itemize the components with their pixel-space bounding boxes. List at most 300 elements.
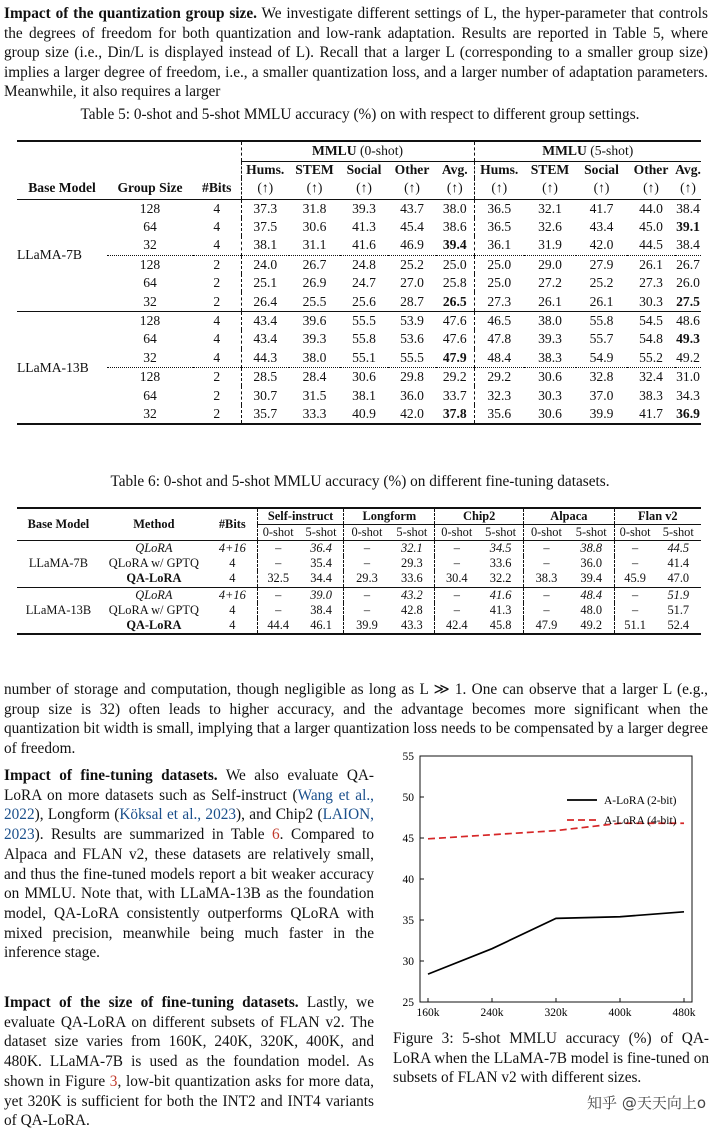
table-cell: 38.8: [580, 541, 603, 556]
table-cell: 47.6: [442, 313, 467, 329]
table-cell: 51.9: [667, 587, 690, 602]
table-row: [17, 386, 701, 404]
t6-base-model: LLaMA-7B: [28, 556, 89, 571]
table-cell: 44.4: [257, 618, 298, 634]
t5-col-header: STEM: [295, 161, 334, 177]
table-cell: 29.2: [436, 368, 474, 387]
table-cell: 29.8: [388, 368, 436, 387]
figure3-caption: Figure 3: 5-shot MMLU accuracy (%) of QA-LoRA when the LLaMA-7B model is fine-tuned on subsets of FLAN v2 with different sizes.: [393, 1030, 709, 1087]
table-cell: 32.8: [576, 368, 627, 387]
table-cell: 38.4: [676, 237, 700, 253]
table-cell: 32: [143, 293, 157, 309]
x-tick-label: 400k: [608, 1007, 632, 1019]
t5-col-header: Social: [346, 161, 382, 177]
t6-shot-header: 5-shot: [396, 525, 428, 539]
table-cell: 27.5: [676, 293, 700, 309]
table-cell: 54.9: [589, 349, 614, 365]
t5-arrow: (↑): [306, 180, 323, 196]
table5-caption: Table 5: 0-shot and 5-shot MMLU accuracy (%) on with respect to different group settings.: [80, 106, 640, 123]
table-cell: 43.4: [241, 311, 289, 330]
table-cell: 47.9: [524, 618, 569, 634]
table-cell: 32.4: [627, 368, 675, 387]
table-row: [17, 292, 701, 311]
table-cell: 27.0: [400, 275, 424, 291]
legend-label: A-LoRA (2-bit): [604, 795, 677, 807]
table-cell: 43.4: [589, 219, 614, 235]
table-cell: 25.8: [442, 275, 467, 291]
table-cell: 54.8: [639, 331, 663, 347]
t6-shot-header: 0-shot: [257, 525, 298, 541]
table-cell: 24.8: [340, 255, 388, 274]
table-cell: 41.3: [352, 219, 376, 235]
table-cell: 25.0: [474, 255, 524, 274]
table-row: [17, 349, 701, 368]
table-cell: 39.9: [589, 405, 614, 421]
table-cell: 39.4: [442, 237, 467, 253]
table-cell: 48.4: [580, 587, 603, 602]
table-cell: QLoRA w/ GPTQ: [108, 602, 199, 617]
table-cell: 4: [213, 237, 221, 253]
table-cell: 44.0: [639, 200, 663, 216]
t6-bits-header: #Bits: [218, 517, 246, 531]
table-cell: –: [524, 603, 569, 618]
table-cell: 30.6: [340, 368, 388, 387]
table-cell: 33.3: [302, 405, 327, 421]
table-cell: 38.1: [352, 387, 376, 403]
x-tick-label: 160k: [416, 1007, 440, 1019]
table-cell: 26.1: [538, 293, 562, 309]
table-cell: QLoRA: [135, 541, 173, 556]
table-cell: 35.7: [241, 405, 289, 424]
table5: [17, 140, 701, 425]
table-cell: 4: [229, 618, 236, 633]
table-cell: 38.1: [241, 236, 289, 255]
t5-base-model: LLaMA-13B: [17, 359, 89, 375]
table-cell: 36.9: [676, 405, 700, 421]
series-line-2bit: [428, 912, 684, 974]
table-cell: 4: [213, 200, 221, 216]
table-cell: 52.4: [667, 618, 690, 633]
table-cell: 24.0: [241, 255, 289, 274]
t5-arrow: (↑): [241, 178, 289, 199]
plot-frame: [420, 756, 692, 1002]
table-cell: 54.5: [639, 313, 663, 329]
table-cell: 36.4: [310, 541, 332, 556]
table-cell: –: [614, 587, 655, 603]
table-cell: 41.7: [589, 200, 614, 216]
y-tick-label: 35: [402, 915, 414, 927]
table-cell: 32.1: [538, 200, 562, 216]
table-cell: 37.0: [589, 387, 614, 403]
table-cell: 49.2: [580, 618, 603, 633]
table-cell: 37.5: [241, 218, 289, 236]
table-cell: –: [524, 556, 569, 571]
table-cell: 45.4: [400, 219, 424, 235]
legend-label: A-LoRA (4-bit): [604, 815, 677, 827]
table-cell: 25.0: [436, 255, 474, 274]
table-cell: 4: [229, 571, 236, 586]
table-cell: 55.7: [589, 331, 614, 347]
table-cell: 47.0: [667, 571, 690, 586]
table-cell: 38.3: [538, 349, 562, 365]
table-cell: 48.0: [580, 602, 603, 617]
t5-group-size-header: Group Size: [117, 180, 183, 196]
table-cell: 32: [143, 349, 157, 365]
table-cell: 36.5: [474, 199, 524, 218]
table-cell: 51.1: [614, 618, 655, 634]
table-cell: 26.1: [589, 293, 614, 309]
t5-arrow: (↑): [542, 180, 558, 196]
table-cell: 30.3: [538, 387, 562, 403]
datasets-text: . Compared to Alpaca and FLAN v2, these datasets are relatively small, and thus the fine-tuned models report a bit weaker accuracy on MMLU. Note that, with LLaMA-13B as the foundation model, QA-LoRA consistently outperforms QLoRA with mixed precision, meanwhile being much faster in the inference stage.: [4, 826, 374, 962]
table-row: [17, 218, 701, 236]
intro-body: We investigate different settings of L, the hyper-parameter that controls the degrees of freedom for both quantization and low-rank adaptation. Results are reported in Table 5, where group size (i.e., Din/L is displayed instead of L). Recall that a larger L (corresponding to a smaller group size) implies a larger degree of freedom, i.e., a smaller quantization loss, and a larger number of adaptation parameters. Meanwhile, it also requires a larger: [4, 5, 708, 101]
t5-col-header: Hums.: [474, 161, 524, 178]
t5-mmlu0-sub: (0-shot): [359, 143, 403, 159]
table-cell: 128: [139, 313, 161, 329]
table-cell: 24.7: [352, 275, 376, 291]
table-cell: –: [524, 587, 569, 603]
table-cell: 39.3: [538, 331, 562, 347]
table-row: [17, 405, 701, 424]
x-tick-label: 480k: [672, 1007, 696, 1019]
t5-col-header: Hums.: [241, 161, 289, 178]
intro-paragraph: [4, 4, 708, 102]
table-cell: 4: [213, 331, 221, 347]
table-cell: 38.6: [442, 219, 467, 235]
table-cell: QA-LoRA: [126, 571, 182, 586]
table-cell: QLoRA: [135, 587, 173, 602]
table-cell: 26.4: [241, 292, 289, 311]
table-cell: 25.0: [474, 274, 524, 292]
table-row: [17, 603, 701, 618]
table-cell: 25.6: [352, 293, 376, 309]
table-cell: 37.8: [442, 405, 467, 421]
table-cell: –: [524, 541, 569, 557]
table-ref-link[interactable]: 6: [272, 826, 280, 844]
table-cell: 38.0: [442, 200, 467, 216]
table6: [17, 507, 701, 635]
table-cell: 64: [143, 387, 157, 403]
table-cell: –: [435, 603, 478, 618]
t5-bits-header: #Bits: [202, 180, 232, 196]
table-cell: 48.4: [474, 349, 524, 368]
t5-col-header: Other: [633, 161, 669, 177]
t6-shot-header: 5-shot: [485, 525, 517, 539]
t5-col-header: Avg.: [441, 161, 468, 177]
table-cell: 55.2: [639, 349, 663, 365]
table-cell: 32.3: [474, 386, 524, 404]
y-tick-label: 30: [402, 956, 414, 968]
table-cell: 43.7: [400, 200, 424, 216]
table-cell: –: [257, 587, 298, 603]
table-cell: 26.1: [627, 255, 675, 274]
table-cell: 39.1: [676, 219, 700, 235]
table-cell: –: [435, 587, 478, 603]
y-tick-label: 45: [402, 833, 414, 845]
table-cell: 49.2: [676, 349, 700, 365]
table-cell: 53.6: [400, 331, 424, 347]
table-cell: 2: [213, 275, 221, 291]
table-cell: 33.7: [442, 387, 467, 403]
table-cell: 30.6: [302, 219, 327, 235]
table-cell: 43.3: [401, 618, 423, 633]
table-cell: 26.0: [676, 275, 700, 291]
table6-caption: Table 6: 0-shot and 5-shot MMLU accuracy (%) on different fine-tuning datasets.: [110, 473, 610, 490]
table-cell: 31.1: [302, 237, 327, 253]
table-cell: 55.1: [352, 349, 376, 365]
datasets-paragraph: [4, 766, 374, 963]
table-row: [17, 571, 701, 587]
table-cell: 44.5: [639, 237, 663, 253]
table-cell: 42.8: [401, 602, 423, 617]
table-cell: 33.6: [489, 556, 512, 571]
table-cell: 64: [143, 219, 157, 235]
datasets-text: ). Results are summarized in Table: [34, 826, 273, 844]
table-cell: 29.2: [474, 368, 524, 387]
table-cell: 128: [107, 368, 193, 387]
table-cell: 31.0: [675, 368, 701, 387]
t6-base-model: LLaMA-13B: [25, 602, 92, 617]
table-cell: –: [614, 603, 655, 618]
table-cell: 25.5: [302, 293, 327, 309]
table-row: [17, 541, 701, 557]
table-cell: 30.4: [435, 571, 478, 587]
table-cell: 31.5: [302, 387, 327, 403]
table-cell: 39.3: [352, 200, 376, 216]
table-cell: 55.5: [400, 349, 424, 365]
size-text: , low-bit quantization asks for more data, yet 320K is sufficient for both the INT2 and INT4 variants of QA-LoRA.: [4, 1072, 374, 1130]
t5-col-header: Avg.: [675, 161, 701, 177]
table-cell: 46.5: [474, 311, 524, 330]
t6-shot-header: 5-shot: [575, 525, 607, 539]
size-heading: Impact of the size of fine-tuning datasets.: [4, 994, 299, 1011]
table-cell: 64: [143, 275, 157, 291]
t5-arrow: (↑): [593, 180, 610, 196]
table-cell: 30.3: [639, 293, 663, 309]
table-cell: 39.6: [302, 313, 327, 329]
table-row: [17, 255, 701, 274]
table-cell: 64: [143, 331, 157, 347]
table-cell: 46.1: [310, 618, 332, 633]
table-cell: 128: [139, 200, 161, 216]
citation-link[interactable]: Köksal et al., 2023: [119, 806, 237, 824]
table-cell: 45.0: [639, 219, 663, 235]
table-cell: –: [435, 556, 478, 571]
t5-mmlu5-header: MMLU (5-shot): [474, 141, 701, 161]
table-cell: 128: [107, 255, 193, 274]
t6-shot-header: 0-shot: [344, 525, 389, 541]
table-cell: –: [344, 587, 389, 603]
table-row: [17, 330, 701, 348]
watermark: 知乎 @天天向上o: [587, 1094, 706, 1112]
table-cell: QLoRA w/ GPTQ: [108, 556, 199, 571]
table-cell: 55.8: [589, 313, 614, 329]
table-row: [17, 311, 701, 330]
table-cell: 45.9: [614, 571, 655, 587]
table-cell: 41.6: [352, 237, 376, 253]
t5-arrow: (↑): [356, 180, 372, 196]
citation-link[interactable]: LAION, 2023: [4, 806, 374, 844]
table-cell: 55.8: [352, 331, 376, 347]
t5-arrow: (↑): [404, 180, 420, 196]
y-tick-label: 25: [402, 997, 414, 1009]
table-cell: 30.6: [524, 368, 576, 387]
table-cell: 42.0: [400, 405, 424, 421]
continuation-paragraph: number of storage and computation, though negligible as long as L ≫ 1. One can observe that a larger L (e.g., group size is 32) often leads to higher accuracy, and the advantage becomes more significant when the quantization bit width is small, implying that a larger quantization loss needs to be compensated by a larger degree of freedom.: [4, 681, 708, 757]
t6-dataset-header: Chip2: [435, 508, 524, 525]
y-tick-label: 40: [402, 874, 414, 886]
t5-arrow: (↑): [643, 180, 659, 196]
table-cell: 32: [143, 405, 157, 421]
table-cell: 48.6: [676, 313, 700, 329]
table-cell: 31.9: [538, 237, 562, 253]
table-cell: 38.4: [676, 200, 700, 216]
table-row: [17, 368, 701, 387]
table-cell: 32.1: [401, 541, 423, 556]
table-cell: 27.3: [474, 292, 524, 311]
table-cell: 39.4: [580, 571, 603, 586]
table-cell: 29.0: [524, 255, 576, 274]
table-cell: 4: [213, 219, 221, 235]
table-cell: 2: [193, 368, 241, 387]
t6-shot-header: 5-shot: [305, 525, 337, 539]
table-cell: 32.6: [538, 219, 562, 235]
table-cell: 28.5: [241, 368, 289, 387]
table-cell: 30.6: [538, 405, 562, 421]
table-cell: –: [257, 541, 298, 557]
table-cell: 38.0: [302, 349, 327, 365]
table-cell: 44.3: [241, 349, 289, 368]
table-cell: 41.4: [667, 556, 690, 571]
table-cell: 2: [213, 405, 221, 421]
table-cell: 37.3: [241, 199, 289, 218]
table-cell: 35.4: [310, 556, 332, 571]
table-cell: 34.5: [489, 541, 512, 556]
table-cell: 25.2: [388, 255, 436, 274]
table-cell: 4: [213, 349, 221, 365]
table-cell: 38.0: [538, 313, 562, 329]
table-cell: QA-LoRA: [126, 618, 182, 633]
table-row: [17, 199, 701, 218]
table-cell: 39.3: [302, 331, 327, 347]
table-cell: 2: [213, 387, 221, 403]
table-cell: 27.2: [538, 275, 562, 291]
table-cell: 28.7: [400, 293, 424, 309]
table-cell: 43.4: [241, 330, 289, 348]
size-text: Lastly, we evaluate QA-LoRA on different subsets of FLAN v2. The dataset size varies from 160K, 240K, 320K, 400K, and 480K. LLaMA-7B is used as the foundation model. As shown in Figure: [4, 994, 374, 1090]
table-cell: 26.5: [442, 293, 467, 309]
t5-col-header: STEM: [530, 161, 570, 177]
table-cell: –: [257, 603, 298, 618]
table-cell: 36.1: [474, 236, 524, 255]
table-cell: 36.0: [580, 556, 603, 571]
x-tick-label: 320k: [544, 1007, 568, 1019]
table-cell: 41.7: [639, 405, 663, 421]
table-cell: 38.3: [524, 571, 569, 587]
t6-base-model-header: Base Model: [27, 517, 90, 531]
table-cell: 29.3: [401, 556, 423, 571]
y-tick-label: 55: [402, 751, 414, 763]
table-cell: –: [435, 541, 478, 557]
intro-heading: Impact of the quantization group size.: [4, 5, 257, 22]
table-row: [17, 236, 701, 255]
t5-base-model-header: Base Model: [28, 180, 96, 196]
t6-shot-header: 0-shot: [435, 525, 478, 541]
table-cell: 39.9: [344, 618, 389, 634]
table-cell: 33.6: [401, 571, 423, 586]
t6-dataset-header: Self-instruct: [257, 508, 344, 525]
table-cell: –: [344, 556, 389, 571]
table-cell: 4: [229, 602, 236, 617]
datasets-text: ), Longform (: [34, 806, 120, 824]
table-cell: 38.4: [310, 602, 332, 617]
table-cell: 38.3: [639, 387, 663, 403]
table-cell: 36.5: [474, 218, 524, 236]
table-cell: 34.3: [676, 387, 700, 403]
table-cell: 47.6: [442, 331, 467, 347]
t5-base-model: LLaMA-7B: [17, 247, 82, 263]
table-cell: 30.7: [241, 386, 289, 404]
t6-method-header: Method: [133, 517, 175, 531]
table-cell: –: [614, 541, 655, 557]
table-cell: 43.2: [401, 587, 423, 602]
table-cell: 47.8: [474, 330, 524, 348]
table-cell: 26.7: [289, 255, 340, 274]
figure-ref-link[interactable]: 3: [109, 1072, 118, 1090]
table-cell: 26.9: [302, 275, 327, 291]
table-row: [17, 587, 701, 603]
table-cell: 42.4: [435, 618, 478, 634]
t5-col-header: Social: [584, 161, 619, 177]
table-cell: 44.5: [667, 541, 690, 556]
table-cell: 4+16: [218, 587, 246, 602]
table-cell: 27.9: [576, 255, 627, 274]
t5-arrow: (↑): [680, 180, 696, 196]
t6-dataset-header: Longform: [344, 508, 435, 525]
table-row: [17, 618, 701, 634]
table-cell: 32.5: [257, 571, 298, 587]
table-cell: 2: [213, 293, 221, 309]
table-cell: 4: [229, 556, 236, 571]
table-cell: 49.3: [676, 331, 700, 347]
table-cell: 42.0: [589, 237, 614, 253]
table-cell: 55.5: [352, 313, 376, 329]
table-cell: 25.2: [589, 275, 614, 291]
table-cell: 29.3: [344, 571, 389, 587]
table-cell: 4: [213, 313, 221, 329]
t6-shot-header: 5-shot: [662, 525, 694, 539]
table-cell: 46.9: [400, 237, 424, 253]
table-cell: 34.4: [310, 571, 332, 586]
datasets-text: We also evaluate QA-LoRA on more datasets such as Self-instruct (: [4, 767, 375, 804]
datasets-text: ), and Chip2 (: [236, 806, 323, 824]
citation-link[interactable]: Wang et al., 2022: [4, 786, 374, 824]
t6-dataset-header: Alpaca: [524, 508, 615, 525]
table-cell: 35.6: [474, 405, 524, 424]
figure3-chart: [388, 748, 704, 1024]
table-cell: –: [344, 541, 389, 557]
table-cell: 25.1: [241, 274, 289, 292]
y-tick-label: 50: [402, 792, 414, 804]
table-cell: 53.9: [400, 313, 424, 329]
table-cell: 45.8: [489, 618, 512, 633]
t5-mmlu0-header: MMLU (0-shot): [241, 141, 474, 161]
table-row: [17, 556, 701, 571]
table-cell: 27.3: [639, 275, 663, 291]
table-cell: –: [614, 556, 655, 571]
table-cell: 41.3: [489, 602, 512, 617]
